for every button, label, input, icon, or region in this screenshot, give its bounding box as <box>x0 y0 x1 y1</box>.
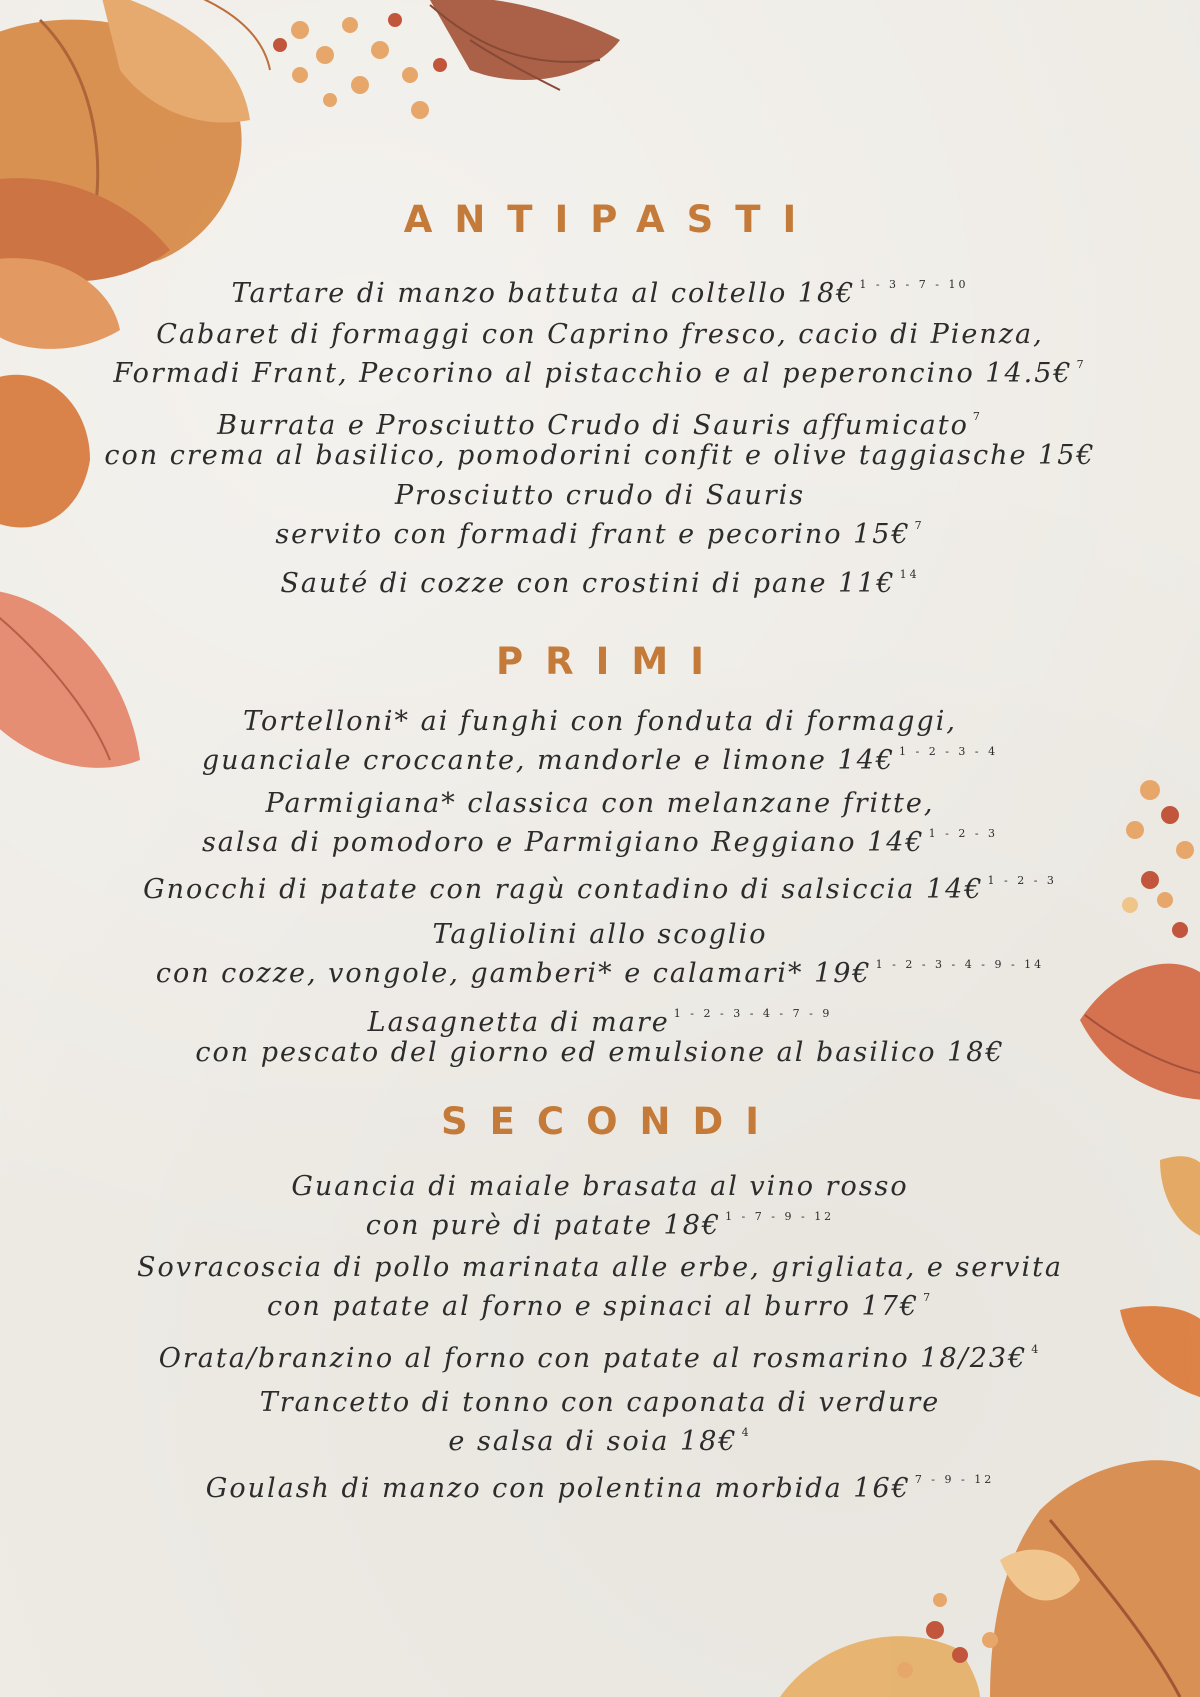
allergen-codes: 4 <box>741 1426 752 1439</box>
section-title-primi: PRIMI <box>496 640 726 683</box>
item-line: e salsa di soia 18€ $^4$ <box>448 1426 752 1457</box>
item-line: con pescato del giorno ed emulsione al basilico 18€ <box>195 1037 1005 1068</box>
item-line: Cabaret di formaggi con Caprino fresco, cacio di Pienza, <box>156 319 1044 350</box>
allergen-codes: 7 <box>972 410 983 423</box>
item-line: guanciale croccante, mandorle e limone 14€ $^{1 - 2 - 3 - 4}$ <box>201 745 999 776</box>
item-line: salsa di pomodoro e Parmigiano Reggiano 14€ $^{1 - 2 - 3}$ <box>201 827 999 858</box>
item-line: Sauté di cozze con crostini di pane 11€ $^{14}$ <box>280 568 920 599</box>
allergen-codes: 4 <box>1031 1343 1042 1356</box>
allergen-codes: 1 - 2 - 3 <box>987 874 1057 887</box>
item-line: Parmigiana* classica con melanzane fritte, <box>265 788 935 819</box>
item-line: Formadi Frant, Pecorino al pistacchio e al peperoncino 14.5€ $^7$ <box>113 358 1087 389</box>
allergen-codes: 1 - 7 - 9 - 12 <box>725 1210 835 1223</box>
menu-item <box>40 920 1160 989</box>
allergen-codes: 1 - 2 - 3 <box>928 827 999 840</box>
menu-item <box>40 866 1160 905</box>
item-line: Tartare di manzo battuta al coltello 18€ $^{1 - 3 - 7 - 10}$ <box>231 278 969 309</box>
item-line: con cozze, vongole, gamberi* e calamari* 19€ $^{1 - 2 - 3 - 4 - 9 - 14}$ <box>155 958 1045 989</box>
allergen-codes: 1 - 2 - 3 - 4 <box>899 745 999 758</box>
item-line: Tortelloni* ai funghi con fonduta di formaggi, <box>243 706 957 737</box>
allergen-codes: 7 <box>914 519 925 532</box>
menu-item <box>40 1335 1160 1374</box>
item-line: Gnocchi di patate con ragù contadino di salsiccia 14€ $^{1 - 2 - 3}$ <box>143 874 1057 905</box>
item-line: con crema al basilico, pomodorini confit e olive taggiasche 15€ <box>104 440 1096 471</box>
item-line: Orata/branzino al forno con patate al rosmarino 18/23€ $^4$ <box>158 1343 1042 1374</box>
item-line: servito con formadi frant e pecorino 15€ $^7$ <box>275 519 925 550</box>
allergen-codes: 7 <box>1076 358 1087 371</box>
section-title-secondi: SECONDI <box>441 1100 781 1143</box>
section-title-antipasti: ANTIPASTI <box>403 198 819 241</box>
menu-item <box>40 1172 1160 1241</box>
item-line: Lasagnetta di mare $^{1 - 2 - 3 - 4 - 7 - 9}$ <box>367 1007 833 1038</box>
allergen-codes: 14 <box>899 568 920 581</box>
item-line: Trancetto di tonno con caponata di verdure <box>259 1387 941 1418</box>
item-line: Guancia di maiale brasata al vino rosso <box>291 1171 909 1202</box>
allergen-codes: 1 - 2 - 3 - 4 - 9 - 14 <box>875 958 1045 971</box>
item-line: Prosciutto crudo di Sauris <box>394 480 806 511</box>
menu-item <box>40 1253 1160 1322</box>
item-line: Goulash di manzo con polentina morbida 16€ $^{7 - 9 - 12}$ <box>205 1473 995 1504</box>
menu-item <box>40 481 1160 550</box>
menu-item <box>40 320 1160 389</box>
menu-item <box>40 1388 1160 1457</box>
menu-item <box>40 560 1160 599</box>
item-line: Burrata e Prosciutto Crudo di Sauris affumicato $^7$ <box>217 410 983 441</box>
item-line: Sovracoscia di pollo marinata alle erbe, grigliata, e servita <box>136 1252 1064 1283</box>
allergen-codes: 7 - 9 - 12 <box>914 1473 995 1486</box>
menu-item <box>40 789 1160 858</box>
menu-item <box>40 270 1160 309</box>
menu-item <box>40 707 1160 776</box>
item-line: con purè di patate 18€ $^{1 - 7 - 9 - 12}$ <box>365 1210 835 1241</box>
allergen-codes: 1 - 3 - 7 - 10 <box>859 278 969 291</box>
menu-item <box>40 1465 1160 1504</box>
item-line: Tagliolini allo scoglio <box>432 919 768 950</box>
menu-item <box>40 402 1160 471</box>
menu-item <box>40 999 1160 1068</box>
allergen-codes: 7 <box>923 1291 934 1304</box>
allergen-codes: 1 - 2 - 3 - 4 - 7 - 9 <box>673 1007 833 1020</box>
item-line: con patate al forno e spinaci al burro 17€ $^7$ <box>266 1291 934 1322</box>
